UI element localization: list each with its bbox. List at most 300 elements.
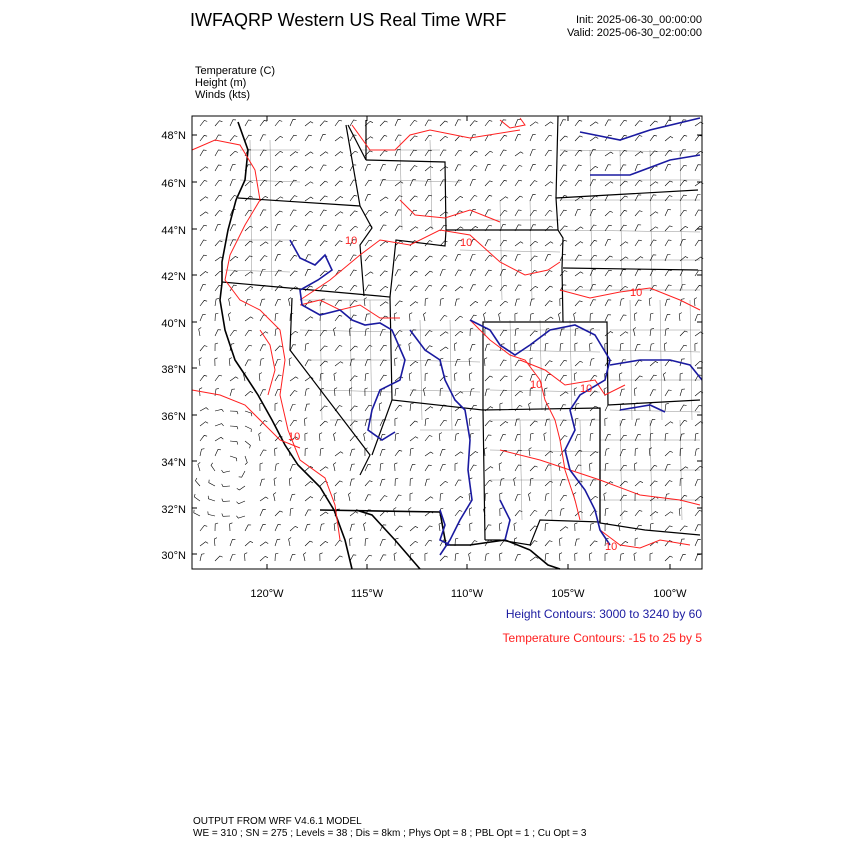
wind-barb (470, 180, 476, 187)
wind-barb (515, 434, 520, 441)
coastline-and-borders (220, 122, 560, 569)
wind-barb (620, 553, 624, 561)
wind-barb (409, 373, 412, 381)
wind-barb (380, 302, 388, 306)
wind-barb (200, 167, 208, 171)
latitude-ticks (192, 135, 702, 554)
wind-barb (245, 330, 252, 336)
wind-barb (245, 360, 251, 366)
wind-barb (350, 538, 353, 546)
wind-barb (500, 285, 507, 291)
wind-barb (290, 210, 296, 216)
wind-barb (530, 286, 538, 291)
wind-barb (575, 539, 580, 546)
wind-barb (485, 210, 491, 216)
wind-barb (680, 165, 687, 171)
wind-barb (275, 255, 281, 261)
wind-barb (320, 524, 324, 531)
wind-barb (680, 389, 685, 396)
wind-barb (350, 524, 355, 531)
wind-barb (410, 121, 417, 127)
wind-barb (500, 270, 506, 276)
wind-barb (260, 463, 263, 471)
wind-barb (455, 373, 458, 381)
wind-barb (635, 448, 638, 456)
wind-barb (230, 165, 236, 172)
wind-barb (290, 120, 296, 126)
longitude-ticks (267, 116, 670, 569)
wind-barb (215, 330, 221, 336)
wind-barb (260, 542, 268, 546)
temperature-label: 10 (605, 541, 618, 553)
wind-barb (222, 484, 230, 487)
wind-barb (635, 181, 642, 187)
wind-barb (260, 120, 267, 126)
wind-barb (200, 300, 207, 306)
wind-barb (560, 343, 563, 351)
wind-barb (575, 301, 583, 306)
wind-barb (380, 540, 386, 547)
wind-barb (575, 150, 582, 156)
wind-barb (319, 433, 322, 441)
wind-barb (425, 452, 433, 456)
wind-barb (500, 165, 507, 171)
wind-barb (440, 121, 448, 126)
wind-barb (395, 418, 398, 426)
wind-barb (290, 508, 293, 516)
wind-barb (590, 433, 593, 441)
wind-barb (365, 465, 371, 471)
wind-barb (335, 286, 343, 291)
wind-barb (455, 331, 463, 336)
wind-barb (305, 240, 312, 246)
wind-barb (409, 343, 412, 352)
wind-barb (320, 225, 327, 231)
wind-barb (560, 392, 568, 396)
wind-barb (590, 496, 598, 501)
wind-barb (590, 196, 598, 201)
lon-label: 120°W (250, 588, 284, 600)
wind-barb (230, 411, 238, 414)
wind-barb (665, 403, 669, 411)
wind-barb (305, 404, 310, 411)
wind-barb (245, 226, 253, 231)
wind-barb (575, 286, 583, 291)
wind-barb (440, 347, 448, 351)
wind-barb (440, 285, 447, 291)
wind-barb (530, 313, 534, 321)
wind-barb (695, 449, 699, 456)
wind-barb (530, 421, 538, 426)
wind-barb (455, 392, 463, 396)
wind-barb (679, 313, 682, 321)
wind-barb (290, 465, 296, 472)
wind-barb (200, 315, 206, 322)
wind-barb (260, 166, 268, 171)
wind-barb (320, 467, 328, 471)
wind-barb (289, 358, 292, 366)
wind-barb (364, 298, 367, 306)
wind-barb (680, 180, 687, 186)
wind-barb (305, 448, 308, 456)
height-contour-legend: Height Contours: 3000 to 3240 by 60 (505, 607, 702, 621)
wind-barb (545, 481, 553, 486)
wind-barb (410, 302, 418, 306)
wind-barb (575, 404, 579, 412)
wind-barb (440, 316, 447, 322)
wind-barb (560, 375, 567, 381)
wind-barb (394, 553, 397, 561)
wind-barb (245, 181, 253, 186)
wind-barb (470, 301, 478, 306)
wind-barb (545, 494, 549, 502)
wind-barb (560, 240, 567, 246)
wind-barb (275, 539, 280, 546)
wind-barb (305, 433, 308, 441)
wind-barb (245, 456, 247, 465)
wind-barb (245, 525, 251, 531)
wind-barb (440, 449, 445, 456)
wind-barb (395, 135, 401, 141)
wind-barb (605, 300, 611, 306)
wind-barb (200, 150, 207, 156)
wind-barb (200, 526, 207, 532)
wind-barb (215, 358, 218, 366)
wind-barb (222, 514, 230, 517)
wind-barb (199, 358, 202, 366)
wind-barb (198, 462, 200, 471)
wind-barb (439, 523, 442, 531)
wind-barb (650, 419, 655, 426)
wind-barb (200, 435, 207, 441)
wind-barb (515, 120, 521, 126)
wind-barb (500, 135, 507, 141)
wind-barb (335, 241, 342, 246)
wind-barb (275, 360, 281, 367)
wind-barb (695, 240, 702, 246)
wind-barb (230, 225, 236, 231)
wind-barb (635, 225, 641, 231)
wind-barb (350, 479, 355, 486)
wind-barb (335, 481, 343, 486)
wind-barb (380, 479, 385, 486)
wind-barb (515, 406, 522, 412)
wind-barb (530, 195, 536, 201)
wind-barb (440, 150, 446, 156)
wind-barb (320, 330, 327, 336)
wind-barb (259, 373, 262, 381)
wind-barb (395, 358, 398, 366)
wind-barb (545, 182, 553, 186)
init-time: Init: 2025-06-30_00:00:00 (576, 14, 702, 26)
wind-barb (665, 481, 672, 486)
wind-barb (215, 424, 224, 426)
wind-barb (500, 376, 508, 381)
wind-barb (410, 271, 418, 276)
wind-barb (530, 181, 537, 186)
wind-barb (470, 523, 473, 531)
wind-barb (515, 299, 520, 306)
wind-barb (545, 242, 553, 246)
wind-barb (455, 287, 463, 291)
wind-barb (665, 240, 671, 246)
wind-barb (485, 240, 491, 246)
wind-barb (260, 345, 266, 351)
wind-barb (245, 317, 253, 321)
wind-barb (530, 150, 536, 157)
wind-barb (335, 197, 343, 202)
wind-barb (695, 210, 701, 216)
wind-barb (395, 463, 398, 471)
wind-barb (410, 313, 413, 321)
wind-barb (530, 241, 538, 246)
wind-barb (350, 406, 358, 411)
wind-barb (245, 553, 248, 561)
wind-barb (215, 313, 218, 321)
wind-barb (320, 553, 323, 561)
wind-barb (410, 227, 418, 231)
wind-barb (425, 497, 433, 501)
wind-barb (545, 523, 548, 531)
wind-barb (620, 373, 623, 381)
lat-label: 36°N (161, 411, 186, 423)
wind-barb (425, 540, 432, 546)
wind-barb (635, 376, 643, 381)
wind-barb (425, 285, 432, 291)
wind-barb (545, 375, 551, 381)
wind-barb (245, 541, 253, 546)
wind-barb (410, 478, 413, 486)
wind-barb (410, 196, 418, 201)
wind-barb (425, 256, 433, 261)
wind-barb (620, 196, 628, 201)
wind-barb (365, 210, 372, 216)
wind-barb (350, 120, 357, 126)
wind-barb (545, 553, 549, 561)
wind-barb (380, 286, 388, 291)
wind-barb (694, 298, 697, 306)
wind-barb (304, 553, 307, 562)
wind-barb (635, 481, 643, 486)
variable-temperature: Temperature (C) (195, 65, 276, 77)
wind-barb (499, 313, 502, 322)
wind-barb (222, 499, 230, 502)
wind-barb (590, 343, 593, 351)
wind-barb (665, 210, 671, 216)
lat-label: 34°N (161, 457, 186, 469)
wind-barb (575, 197, 583, 201)
wind-barb (649, 298, 652, 306)
wind-barb (335, 300, 342, 306)
wind-barb (515, 495, 521, 502)
wind-barb (425, 465, 432, 471)
wind-barb (200, 542, 208, 546)
wind-barb (664, 343, 667, 351)
temperature-contour-legend: Temperature Contours: -15 to 25 by 5 (502, 631, 702, 645)
wind-barb (380, 242, 388, 247)
wind-barb (215, 195, 222, 201)
wind-barb (485, 389, 490, 396)
wind-barb (275, 300, 281, 306)
wind-barb (590, 300, 596, 306)
temperature-label: 10 (345, 235, 358, 247)
wind-barb (228, 313, 231, 322)
wind-barb (275, 151, 283, 156)
wind-barb (260, 359, 264, 367)
wind-barb (334, 433, 337, 442)
wind-barb (590, 166, 598, 171)
wind-barb (239, 471, 245, 477)
wind-barb (260, 180, 267, 186)
wind-barb (245, 120, 251, 126)
wind-barb (229, 298, 232, 307)
wind-barb (500, 180, 507, 186)
wind-barb (245, 135, 252, 141)
wind-barb (395, 120, 401, 126)
wind-barb (575, 328, 578, 336)
wind-barb (545, 165, 552, 171)
wind-barb (635, 538, 638, 546)
model-footer (193, 816, 586, 840)
wind-barb (320, 406, 328, 411)
wind-barb (560, 405, 566, 411)
wind-barb (215, 180, 222, 186)
wind-barb (200, 181, 207, 187)
wind-barb (620, 150, 627, 156)
wind-barb (289, 298, 292, 307)
wind-barb (485, 256, 492, 262)
wind-barb (440, 270, 446, 277)
wind-barb (635, 136, 642, 142)
wind-barb (500, 211, 507, 217)
wind-barb (575, 242, 583, 246)
wind-barb (560, 120, 566, 126)
wind-barb (545, 271, 552, 276)
wind-barb (395, 210, 401, 216)
wind-barb (380, 151, 387, 156)
wind-barb (665, 165, 671, 171)
wind-barb (335, 420, 341, 427)
wind-barb (335, 346, 342, 352)
wind-barb (230, 180, 236, 187)
wind-barb (530, 557, 538, 561)
wind-barb (650, 344, 654, 352)
wind-barb (425, 120, 431, 126)
wind-barb (335, 120, 342, 126)
wind-barb (425, 436, 432, 442)
wind-barb (515, 391, 523, 396)
wind-barb (425, 195, 432, 201)
wind-barb (470, 344, 475, 351)
wind-barb (590, 463, 593, 471)
wind-barb (365, 373, 369, 381)
wind-barb (560, 360, 567, 366)
wind-barb (215, 523, 218, 531)
wind-barb (530, 511, 537, 517)
wind-barb (485, 286, 492, 292)
wind-barb (455, 180, 462, 186)
wind-barb (485, 493, 488, 501)
wind-barb (230, 539, 235, 546)
wind-barb (275, 225, 281, 232)
wind-barb (395, 165, 401, 172)
wind-barb (260, 450, 266, 456)
wind-barb (260, 270, 266, 277)
wind-barb (380, 271, 388, 276)
wind-barb (410, 448, 414, 456)
wind-barb (230, 377, 238, 381)
wind-barb (545, 317, 553, 321)
wind-barb (260, 556, 268, 561)
wind-barb (215, 375, 222, 381)
wind-barb (195, 478, 200, 486)
wind-barb (200, 408, 208, 411)
wind-barb (485, 344, 490, 351)
wind-barb (663, 373, 666, 382)
wind-barb (665, 314, 670, 321)
wind-barb (559, 313, 562, 322)
wind-barb (515, 152, 523, 156)
wind-barb (680, 135, 687, 141)
wind-barb (274, 478, 277, 486)
wind-barb (350, 226, 358, 231)
wind-barb (365, 329, 369, 337)
wind-barb (425, 407, 433, 411)
wind-barb (605, 152, 613, 156)
wind-barb (275, 181, 283, 186)
wind-barb (320, 121, 328, 126)
wind-barb (470, 465, 477, 471)
wind-barb (575, 180, 582, 186)
wind-barb (635, 419, 640, 426)
wind-barb (305, 497, 313, 501)
wind-barb (590, 541, 597, 546)
wind-barb (350, 211, 358, 216)
wind-barb (665, 270, 672, 276)
wind-barb (485, 467, 493, 471)
wind-barb (545, 150, 552, 156)
wind-barb (575, 450, 582, 456)
wind-barb (230, 151, 238, 156)
wind-barb (665, 512, 673, 516)
wind-barb (425, 553, 428, 561)
wind-barb (530, 165, 536, 171)
wind-barb (335, 255, 342, 261)
wind-barb (380, 212, 388, 217)
wind-barb (485, 121, 492, 127)
wind-barb (335, 452, 343, 456)
wind-barb (194, 510, 200, 516)
wind-barb (530, 135, 536, 141)
valid-time: Valid: 2025-06-30_02:00:00 (567, 27, 702, 39)
wind-barb (290, 554, 295, 561)
wind-barb (365, 285, 372, 291)
wind-barb (470, 452, 478, 457)
wind-barb (500, 150, 507, 156)
wind-barb (635, 344, 640, 351)
wind-barb (545, 541, 552, 546)
wind-barb (470, 196, 477, 202)
wind-barb (215, 437, 223, 441)
wind-barb (485, 151, 493, 156)
wind-barb (515, 166, 522, 172)
wind-barb (208, 511, 215, 516)
wind-barb (275, 448, 278, 456)
wind-barb (620, 389, 625, 396)
wind-barb (574, 313, 577, 322)
wind-barb (455, 511, 462, 517)
wind-barb (350, 328, 353, 336)
